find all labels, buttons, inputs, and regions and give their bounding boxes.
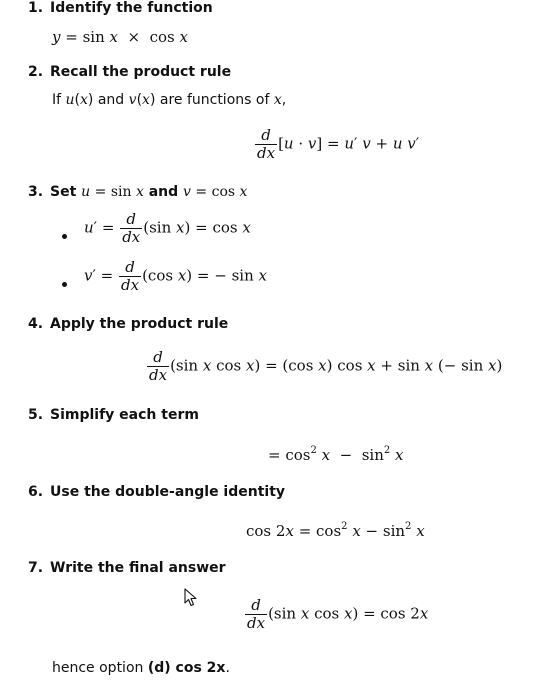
step-number: 2. bbox=[28, 64, 44, 80]
step-title: Use the double-angle identity bbox=[50, 484, 286, 500]
step-number: 7. bbox=[28, 560, 44, 576]
frac-num: d bbox=[251, 596, 261, 614]
step-1-heading bbox=[28, 0, 213, 16]
mouse-pointer-icon bbox=[184, 588, 198, 608]
frac-num: d bbox=[261, 126, 271, 144]
step-1-equation: y = sin x × cos x bbox=[52, 28, 188, 46]
step-title: Set bbox=[50, 184, 77, 200]
bullet bbox=[62, 282, 67, 287]
step-5-heading bbox=[28, 407, 199, 423]
conclusion-option: (d) cos 2x bbox=[147, 660, 226, 676]
product-rule-intro: If u(x) and v(x) are functions of x, bbox=[52, 92, 287, 108]
step-title: Apply the product rule bbox=[50, 316, 229, 332]
final-answer-equation: $\frac{d}{dx}$ (sin x cos x) = cos 2x bbox=[247, 596, 429, 632]
step-7-heading bbox=[28, 560, 226, 576]
product-rule-equation: $\frac{d}{dx}$ [u · v] = u′ v + u v′ bbox=[257, 126, 420, 162]
step-4-equation: $\frac{d}{dx}$ (sin x cos x) = (cos x) cos x + sin x (− sin x) bbox=[149, 348, 503, 384]
bullet bbox=[62, 234, 67, 239]
step-title: Recall the product rule bbox=[50, 64, 232, 80]
step-3-heading: 3. Set u = sin x and v = cos x bbox=[28, 184, 248, 200]
step-2-heading bbox=[28, 64, 231, 80]
conclusion-prefix: hence option bbox=[52, 660, 144, 676]
step-number: 3. bbox=[28, 184, 44, 200]
step-5-equation: = $\cos^2 x - \sin^2 x$ bbox=[268, 445, 404, 464]
step-4-heading bbox=[28, 316, 228, 332]
u-prime-equation: u′ = $\frac{d}{dx}$ (sin x) = cos x bbox=[84, 210, 251, 246]
step-number: 4. bbox=[28, 316, 44, 332]
frac-num: d bbox=[126, 210, 137, 228]
frac-num: d bbox=[125, 258, 135, 276]
step-title: Identify the function bbox=[50, 0, 213, 16]
step-6-heading bbox=[28, 484, 285, 500]
frac-den: dx bbox=[149, 366, 168, 384]
step-number: 1. bbox=[28, 0, 44, 16]
and-word: and bbox=[97, 92, 125, 108]
step-title: Simplify each term bbox=[50, 407, 199, 423]
frac-den: dx bbox=[121, 276, 140, 294]
conclusion bbox=[52, 660, 230, 676]
step-title: Write the final answer bbox=[50, 560, 226, 576]
v-prime-equation: v′ = $\frac{d}{dx}$ (cos x) = − sin x bbox=[84, 258, 267, 294]
frac-den: dx bbox=[122, 228, 141, 246]
frac-num: d bbox=[153, 348, 163, 366]
step-6-equation: $\cos 2x = \cos^2 x - \sin^2 x$ bbox=[246, 521, 425, 540]
frac-den: dx bbox=[247, 614, 266, 632]
if-word: If bbox=[52, 92, 62, 108]
step-number: 6. bbox=[28, 484, 44, 500]
conclusion-suffix: . bbox=[225, 660, 230, 676]
and-word: and bbox=[148, 184, 179, 200]
are-functions-of: are functions of bbox=[159, 92, 270, 108]
step-number: 5. bbox=[28, 407, 44, 423]
frac-den: dx bbox=[257, 144, 276, 162]
